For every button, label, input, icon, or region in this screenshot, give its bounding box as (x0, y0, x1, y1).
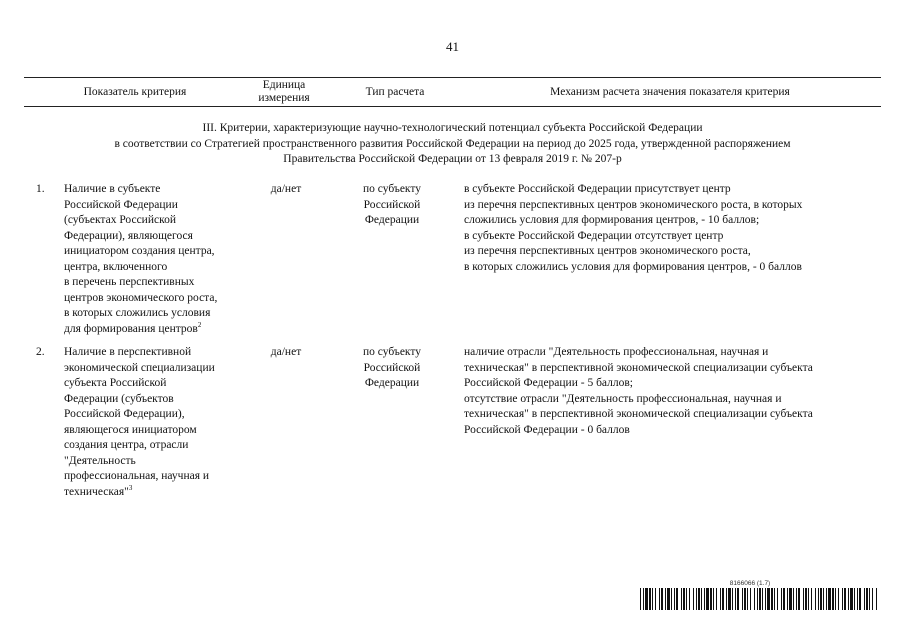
footnote-mark: 3 (128, 483, 133, 492)
row-mechanism (464, 182, 864, 275)
mechanism-line: в субъекте Российской Федерации присутствует центр (464, 183, 731, 195)
indicator-line: инициатором создания центра, (64, 245, 215, 257)
mechanism-line: Российской Федерации - 5 баллов; (464, 377, 633, 389)
indicator-line: Федерации), являющегося (64, 229, 193, 242)
section-title (60, 121, 845, 168)
calc-line: Российской (363, 361, 421, 374)
calc-line: по субъекту (362, 183, 421, 195)
mechanism-line: техническая" в перспективной экономической специализации субъекта (464, 361, 813, 374)
mechanism-line: техническая" в перспективной экономической специализации субъекта (464, 408, 813, 420)
row-calc-type (347, 345, 437, 392)
indicator-line: Наличие в субъекте (64, 183, 161, 195)
footnote-mark: 2 (197, 320, 202, 329)
indicator-line: создания центра, отрасли (64, 439, 189, 451)
mechanism-line: в субъекте Российской Федерации отсутствует центр (464, 229, 724, 242)
header-unit (243, 79, 325, 105)
indicator-line: профессиональная, научная и (64, 470, 210, 482)
row-calc-type (347, 182, 437, 229)
header-calc-type: Тип расчета (365, 86, 425, 98)
table-header-bottom-rule (24, 106, 881, 107)
row-unit: да/нет (270, 346, 302, 358)
header-unit-line: измерения (258, 92, 310, 104)
section-title-line: Правительства Российской Федерации от 13 февраля 2019 г. № 207-р (283, 153, 622, 165)
mechanism-line: в которых сложились условия для формирования центров, - 0 баллов (464, 260, 802, 273)
calc-line: Российской (363, 198, 421, 211)
indicator-line: экономической специализации (64, 361, 215, 374)
indicator-line: Наличие в перспективной (64, 346, 192, 358)
indicator-line: Российской Федерации), (64, 408, 185, 420)
mechanism-line: наличие отрасли "Деятельность профессиональная, научная и (464, 346, 769, 358)
indicator-line: в перечень перспективных (64, 276, 195, 288)
section-title-line: III. Критерии, характеризующие научно-технологический потенциал субъекта Российской Федерации (202, 122, 703, 134)
indicator-line: Российской Федерации (64, 198, 178, 211)
mechanism-line: Российской Федерации - 0 баллов (464, 423, 630, 436)
header-unit-line: Единица (262, 79, 306, 91)
row-number: 2. (36, 346, 45, 358)
indicator-line: являющегося инициатором (64, 423, 197, 436)
indicator-line (64, 322, 242, 338)
row-indicator (64, 182, 242, 337)
indicator-line (64, 485, 242, 501)
indicator-line: в которых сложились условия (64, 307, 211, 319)
indicator-line-text: для формирования центров (64, 322, 198, 335)
mechanism-line: отсутствие отрасли "Деятельность профессиональная, научная и (464, 392, 782, 405)
row-indicator (64, 345, 242, 500)
mechanism-line: из перечня перспективных центров экономического роста, (464, 245, 751, 257)
indicator-line: центра, включенного (64, 260, 168, 273)
calc-line: по субъекту (362, 346, 421, 358)
indicator-line: центров экономического роста, (64, 291, 218, 304)
section-title-line: в соответствии со Стратегией пространственного развития Российской Федерации на период до 2025 года, утвержденной распоряжением (114, 137, 791, 150)
row-number: 1. (36, 183, 45, 195)
header-indicator: Показатель критерия (83, 86, 187, 98)
indicator-line: Федерации (субъектов (64, 392, 174, 405)
barcode-caption: 8166066 (1.7) (729, 580, 771, 587)
header-mechanism: Механизм расчета значения показателя критерия (550, 86, 790, 98)
page-number: 41 (446, 39, 459, 54)
mechanism-line: из перечня перспективных центров экономического роста, в которых (464, 198, 803, 211)
table-header-top-rule (24, 77, 881, 78)
indicator-line: "Деятельность (64, 454, 136, 467)
mechanism-line: сложились условия для формирования центров, - 10 баллов; (464, 214, 760, 226)
row-mechanism (464, 345, 864, 438)
row-unit: да/нет (270, 183, 302, 195)
indicator-line-text: техническая" (64, 485, 129, 498)
barcode-image (640, 588, 880, 610)
calc-line: Федерации (364, 214, 420, 226)
indicator-line: (субъектах Российской (64, 214, 177, 226)
calc-line: Федерации (364, 377, 420, 389)
indicator-line: субъекта Российской (64, 377, 167, 389)
